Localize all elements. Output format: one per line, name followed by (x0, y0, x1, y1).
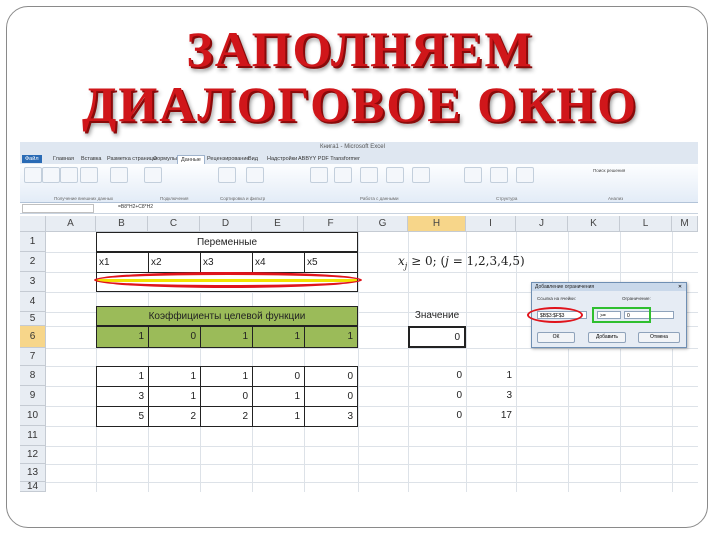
variables-header-cell[interactable]: Переменные (96, 232, 358, 252)
column-header[interactable]: M (672, 216, 698, 232)
sort-icon[interactable] (218, 167, 236, 183)
row-header[interactable]: 7 (20, 348, 46, 366)
column-header[interactable]: E (252, 216, 304, 232)
existing-connections-icon[interactable] (110, 167, 128, 183)
coefficient-cell[interactable]: 1 (200, 326, 253, 348)
matrix-cell[interactable]: 3 (96, 386, 149, 407)
group-connections: Подключения (160, 196, 189, 201)
subtotal-icon[interactable] (516, 167, 534, 183)
matrix-cell[interactable]: 2 (148, 406, 201, 427)
matrix-cell[interactable]: 0 (304, 366, 358, 387)
var-cell[interactable]: x5 (304, 252, 358, 273)
name-box[interactable] (22, 204, 94, 213)
row-header[interactable]: 9 (20, 386, 46, 406)
window-title: Книга1 - Microsoft Excel (320, 144, 385, 150)
var-cell[interactable]: x3 (200, 252, 253, 273)
coefficient-cell[interactable]: 1 (304, 326, 358, 348)
column-header[interactable]: D (200, 216, 252, 232)
tab-abbyy[interactable]: ABBYY PDF Transformer (298, 156, 360, 162)
matrix-cell[interactable]: 0 (304, 386, 358, 407)
red-oval-highlight (94, 272, 362, 288)
consolidate-icon[interactable] (386, 167, 404, 183)
h-value-cell[interactable]: 0 (456, 410, 462, 421)
dialog-title: Добавление ограничения (532, 283, 686, 291)
matrix-cell[interactable]: 1 (148, 386, 201, 407)
row-header[interactable]: 8 (20, 366, 46, 386)
column-header[interactable]: A (46, 216, 96, 232)
cell-reference-label: Ссылка на ячейки: (537, 296, 576, 301)
column-header[interactable]: C (148, 216, 200, 232)
coefficients-header-cell[interactable]: Коэффициенты целевой функции (96, 306, 358, 326)
slide-title-line-1: ЗАПОЛНЯЕМ (186, 21, 534, 77)
cancel-button[interactable]: Отмена (638, 332, 680, 343)
row-header[interactable]: 10 (20, 406, 46, 426)
filter-icon[interactable] (246, 167, 264, 183)
ok-button[interactable]: ОК (537, 332, 575, 343)
var-cell[interactable]: x2 (148, 252, 201, 273)
from-web-icon[interactable] (42, 167, 60, 183)
value-label-cell[interactable]: Значение (414, 310, 460, 321)
tab-addins[interactable]: Надстройки (267, 156, 298, 162)
tab-formulas[interactable]: Формулы (153, 156, 177, 162)
operator-select[interactable]: >= (597, 311, 621, 319)
from-access-icon[interactable] (24, 167, 42, 183)
matrix-cell[interactable]: 1 (148, 366, 201, 387)
tab-page-layout[interactable]: Разметка страницы (107, 156, 157, 162)
constraint-value-input[interactable]: 0 (624, 311, 674, 319)
column-header[interactable]: K (568, 216, 620, 232)
matrix-cell[interactable]: 0 (200, 386, 253, 407)
ribbon (20, 164, 698, 203)
matrix-cell[interactable]: 5 (96, 406, 149, 427)
var-cell[interactable]: x1 (96, 252, 149, 273)
tab-file[interactable]: Файл (22, 155, 42, 163)
tab-data[interactable]: Данные (177, 155, 205, 164)
solver-button[interactable]: Поиск решения (593, 168, 626, 173)
matrix-cell[interactable]: 0 (252, 366, 305, 387)
slide-title-line-2: ДИАЛОГОВОЕ ОКНО (81, 76, 639, 132)
tab-home[interactable]: Главная (53, 156, 74, 162)
group-sort-filter: Сортировка и фильтр (220, 196, 266, 201)
text-to-columns-icon[interactable] (310, 167, 328, 183)
coefficient-cell[interactable]: 1 (96, 326, 149, 348)
from-other-sources-icon[interactable] (80, 167, 98, 183)
add-button[interactable]: Добавить (588, 332, 626, 343)
matrix-cell[interactable]: 1 (252, 386, 305, 407)
i-value-cell[interactable]: 3 (506, 390, 512, 401)
i-value-cell[interactable]: 17 (500, 410, 512, 421)
from-text-icon[interactable] (60, 167, 78, 183)
column-header[interactable]: L (620, 216, 672, 232)
coefficient-cell[interactable]: 1 (252, 326, 305, 348)
matrix-cell[interactable]: 1 (200, 366, 253, 387)
tab-view[interactable]: Вид (248, 156, 258, 162)
tab-insert[interactable]: Вставка (81, 156, 102, 162)
row-header-selected[interactable]: 6 (20, 326, 46, 348)
constraint-label: Ограничение: (622, 296, 651, 301)
row-header[interactable]: 12 (20, 446, 46, 464)
i-value-cell[interactable]: 1 (506, 370, 512, 381)
formula-input[interactable]: =B8*H2+C8*H2 (118, 204, 154, 210)
refresh-all-icon[interactable] (144, 167, 162, 183)
data-validation-icon[interactable] (360, 167, 378, 183)
row-header[interactable]: 1 (20, 232, 46, 252)
corner-select-all[interactable] (20, 216, 46, 232)
nonnegativity-formula: $x_j \ge 0$; (j = 1,2,3,4,5) (398, 254, 525, 271)
group-analysis: Анализ (608, 196, 624, 201)
ungroup-icon[interactable] (490, 167, 508, 183)
group-outline: Структура (496, 196, 518, 201)
column-header[interactable]: G (358, 216, 408, 232)
ribbon-tabs (20, 154, 698, 164)
column-header[interactable]: B (96, 216, 148, 232)
row-header[interactable]: 11 (20, 426, 46, 446)
remove-duplicates-icon[interactable] (334, 167, 352, 183)
coefficient-cell[interactable]: 0 (148, 326, 201, 348)
matrix-cell[interactable]: 1 (252, 406, 305, 427)
row-header[interactable]: 4 (20, 292, 46, 312)
column-header[interactable]: I (466, 216, 516, 232)
group-icon[interactable] (464, 167, 482, 183)
h-value-cell[interactable]: 0 (456, 370, 462, 381)
row-header[interactable]: 3 (20, 272, 46, 292)
add-constraint-dialog (531, 282, 687, 348)
column-header[interactable]: J (516, 216, 568, 232)
column-header-selected[interactable]: H (408, 216, 466, 232)
what-if-icon[interactable] (412, 167, 430, 183)
group-data-tools: Работа с данными (360, 196, 399, 201)
red-oval-reference (527, 307, 583, 323)
var-cell[interactable]: x4 (252, 252, 305, 273)
value-cell-active[interactable]: 0 (408, 326, 466, 348)
h-value-cell[interactable]: 0 (456, 390, 462, 401)
matrix-cell[interactable]: 1 (96, 366, 149, 387)
green-box-operator (592, 307, 651, 323)
close-icon[interactable]: ✕ (677, 284, 683, 290)
row-header[interactable]: 2 (20, 252, 46, 272)
matrix-cell[interactable]: 2 (200, 406, 253, 427)
cell-reference-input[interactable]: $B$3:$F$3 (537, 311, 587, 319)
group-external-data: Получение внешних данных (54, 196, 114, 201)
tab-review[interactable]: Рецензирование (207, 156, 250, 162)
column-header[interactable]: F (304, 216, 358, 232)
row-header[interactable]: 5 (20, 312, 46, 326)
row-header[interactable]: 14 (20, 482, 46, 492)
row-header[interactable]: 13 (20, 464, 46, 482)
formula-bar (20, 203, 698, 214)
matrix-cell[interactable]: 3 (304, 406, 358, 427)
